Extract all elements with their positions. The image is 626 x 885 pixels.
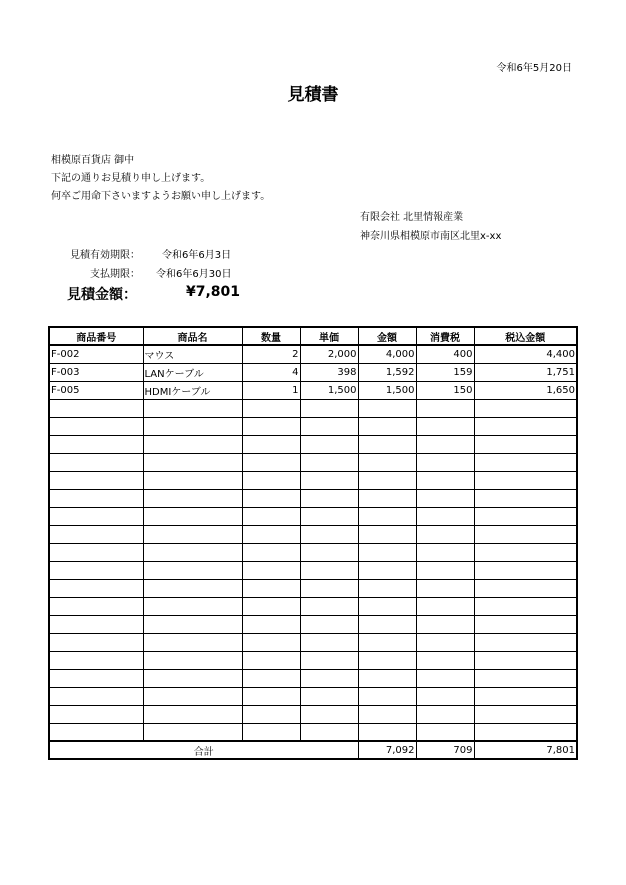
empty-cell bbox=[242, 687, 300, 705]
empty-cell bbox=[242, 507, 300, 525]
empty-cell bbox=[143, 435, 242, 453]
header-tax: 消費税 bbox=[416, 327, 474, 345]
footer-total-with-tax: 7,801 bbox=[474, 741, 577, 759]
empty-cell bbox=[242, 723, 300, 741]
message-line-2: 何卒ご用命下さいますようお願い申し上げます。 bbox=[51, 191, 271, 202]
empty-table-row bbox=[49, 669, 577, 687]
empty-table-row bbox=[49, 543, 577, 561]
empty-cell bbox=[300, 507, 358, 525]
empty-cell bbox=[49, 417, 143, 435]
empty-table-row bbox=[49, 417, 577, 435]
empty-cell bbox=[49, 579, 143, 597]
cell-tax: 150 bbox=[416, 381, 474, 399]
empty-cell bbox=[358, 705, 416, 723]
empty-cell bbox=[416, 579, 474, 597]
empty-cell bbox=[300, 723, 358, 741]
cell-quantity: 1 bbox=[242, 381, 300, 399]
empty-cell bbox=[242, 489, 300, 507]
empty-cell bbox=[416, 633, 474, 651]
header-product-code: 商品番号 bbox=[49, 327, 143, 345]
table-row bbox=[49, 381, 577, 399]
empty-cell bbox=[242, 417, 300, 435]
empty-cell bbox=[358, 723, 416, 741]
empty-cell bbox=[416, 705, 474, 723]
empty-cell bbox=[242, 399, 300, 417]
quote-total-value: ¥7,801 bbox=[185, 284, 240, 300]
empty-cell bbox=[358, 615, 416, 633]
empty-cell bbox=[416, 471, 474, 489]
empty-cell bbox=[416, 507, 474, 525]
empty-cell bbox=[358, 597, 416, 615]
empty-cell bbox=[416, 615, 474, 633]
empty-cell bbox=[474, 579, 577, 597]
empty-table-row bbox=[49, 615, 577, 633]
cell-unit-price: 398 bbox=[300, 363, 358, 381]
empty-table-row bbox=[49, 435, 577, 453]
company-name: 有限会社 北里情報産業 bbox=[360, 212, 464, 223]
empty-cell bbox=[474, 417, 577, 435]
cell-tax: 159 bbox=[416, 363, 474, 381]
header-quantity: 数量 bbox=[242, 327, 300, 345]
empty-cell bbox=[474, 435, 577, 453]
message-line-1: 下記の通りお見積り申し上げます。 bbox=[51, 173, 211, 184]
payment-due-value: 令和6年6月30日 bbox=[156, 269, 232, 280]
empty-cell bbox=[143, 705, 242, 723]
empty-table-row bbox=[49, 525, 577, 543]
document-date: 令和6年5月20日 bbox=[496, 63, 572, 74]
table-footer-row bbox=[49, 741, 577, 759]
header-amount: 金額 bbox=[358, 327, 416, 345]
empty-cell bbox=[474, 651, 577, 669]
empty-cell bbox=[416, 489, 474, 507]
empty-cell bbox=[416, 399, 474, 417]
valid-until-label: 見積有効期限： bbox=[70, 250, 140, 261]
document-title: 見積書 bbox=[287, 85, 339, 105]
empty-cell bbox=[300, 579, 358, 597]
empty-cell bbox=[143, 489, 242, 507]
empty-cell bbox=[474, 525, 577, 543]
empty-cell bbox=[358, 507, 416, 525]
empty-cell bbox=[49, 435, 143, 453]
empty-cell bbox=[300, 435, 358, 453]
empty-cell bbox=[300, 705, 358, 723]
empty-cell bbox=[474, 489, 577, 507]
empty-cell bbox=[416, 435, 474, 453]
empty-cell bbox=[416, 525, 474, 543]
empty-cell bbox=[143, 525, 242, 543]
company-address: 神奈川県相模原市南区北里x-xx bbox=[360, 231, 502, 242]
empty-cell bbox=[474, 705, 577, 723]
empty-cell bbox=[300, 399, 358, 417]
empty-cell bbox=[242, 453, 300, 471]
empty-cell bbox=[474, 507, 577, 525]
cell-product-code: F-002 bbox=[49, 345, 143, 363]
empty-cell bbox=[358, 651, 416, 669]
empty-cell bbox=[143, 471, 242, 489]
empty-cell bbox=[143, 417, 242, 435]
table-row bbox=[49, 363, 577, 381]
empty-table-row bbox=[49, 507, 577, 525]
cell-product-code: F-005 bbox=[49, 381, 143, 399]
customer-name: 相模原百貨店 御中 bbox=[51, 155, 135, 166]
quote-table bbox=[48, 326, 578, 760]
empty-cell bbox=[49, 669, 143, 687]
empty-cell bbox=[416, 669, 474, 687]
footer-tax: 709 bbox=[416, 741, 474, 759]
empty-cell bbox=[242, 435, 300, 453]
empty-cell bbox=[143, 399, 242, 417]
empty-cell bbox=[49, 615, 143, 633]
empty-cell bbox=[242, 633, 300, 651]
empty-cell bbox=[143, 633, 242, 651]
empty-cell bbox=[300, 687, 358, 705]
empty-cell bbox=[49, 453, 143, 471]
empty-cell bbox=[49, 705, 143, 723]
empty-cell bbox=[242, 651, 300, 669]
empty-cell bbox=[300, 597, 358, 615]
footer-amount: 7,092 bbox=[358, 741, 416, 759]
empty-cell bbox=[300, 471, 358, 489]
empty-cell bbox=[49, 687, 143, 705]
empty-cell bbox=[143, 669, 242, 687]
cell-total-with-tax: 1,650 bbox=[474, 381, 577, 399]
cell-product-code: F-003 bbox=[49, 363, 143, 381]
empty-cell bbox=[358, 687, 416, 705]
empty-cell bbox=[49, 633, 143, 651]
cell-unit-price: 1,500 bbox=[300, 381, 358, 399]
cell-total-with-tax: 1,751 bbox=[474, 363, 577, 381]
empty-cell bbox=[300, 669, 358, 687]
header-product-name: 商品名 bbox=[143, 327, 242, 345]
empty-table-row bbox=[49, 489, 577, 507]
empty-cell bbox=[416, 651, 474, 669]
empty-cell bbox=[358, 561, 416, 579]
empty-cell bbox=[300, 561, 358, 579]
empty-cell bbox=[416, 723, 474, 741]
empty-cell bbox=[474, 615, 577, 633]
empty-cell bbox=[49, 399, 143, 417]
empty-cell bbox=[300, 651, 358, 669]
empty-cell bbox=[474, 453, 577, 471]
cell-amount: 1,500 bbox=[358, 381, 416, 399]
valid-until-value: 令和6年6月3日 bbox=[162, 250, 232, 261]
empty-cell bbox=[474, 471, 577, 489]
empty-cell bbox=[358, 471, 416, 489]
empty-cell bbox=[242, 669, 300, 687]
cell-unit-price: 2,000 bbox=[300, 345, 358, 363]
cell-quantity: 4 bbox=[242, 363, 300, 381]
empty-table-row bbox=[49, 399, 577, 417]
empty-table-row bbox=[49, 561, 577, 579]
empty-cell bbox=[474, 633, 577, 651]
empty-cell bbox=[242, 597, 300, 615]
empty-cell bbox=[143, 687, 242, 705]
empty-cell bbox=[49, 561, 143, 579]
empty-cell bbox=[300, 543, 358, 561]
empty-table-row bbox=[49, 651, 577, 669]
empty-cell bbox=[300, 453, 358, 471]
empty-table-row bbox=[49, 723, 577, 741]
empty-cell bbox=[143, 543, 242, 561]
empty-cell bbox=[358, 669, 416, 687]
empty-cell bbox=[358, 525, 416, 543]
empty-cell bbox=[358, 489, 416, 507]
table-row bbox=[49, 345, 577, 363]
cell-total-with-tax: 4,400 bbox=[474, 345, 577, 363]
empty-table-row bbox=[49, 633, 577, 651]
empty-cell bbox=[358, 453, 416, 471]
empty-cell bbox=[358, 417, 416, 435]
empty-cell bbox=[474, 723, 577, 741]
empty-cell bbox=[143, 651, 242, 669]
empty-cell bbox=[416, 453, 474, 471]
empty-cell bbox=[143, 579, 242, 597]
empty-cell bbox=[300, 417, 358, 435]
empty-cell bbox=[242, 579, 300, 597]
empty-cell bbox=[242, 705, 300, 723]
empty-cell bbox=[416, 597, 474, 615]
empty-cell bbox=[49, 651, 143, 669]
empty-cell bbox=[242, 471, 300, 489]
empty-cell bbox=[300, 615, 358, 633]
empty-table-row bbox=[49, 453, 577, 471]
empty-cell bbox=[242, 615, 300, 633]
empty-cell bbox=[474, 543, 577, 561]
empty-cell bbox=[358, 435, 416, 453]
empty-cell bbox=[416, 417, 474, 435]
empty-cell bbox=[416, 687, 474, 705]
empty-cell bbox=[49, 597, 143, 615]
empty-cell bbox=[358, 633, 416, 651]
cell-amount: 4,000 bbox=[358, 345, 416, 363]
empty-cell bbox=[416, 543, 474, 561]
empty-cell bbox=[474, 597, 577, 615]
empty-cell bbox=[49, 723, 143, 741]
empty-cell bbox=[300, 489, 358, 507]
empty-table-row bbox=[49, 471, 577, 489]
empty-cell bbox=[49, 489, 143, 507]
empty-cell bbox=[300, 525, 358, 543]
cell-product-name: HDMIケーブル bbox=[143, 381, 242, 399]
empty-cell bbox=[416, 561, 474, 579]
empty-cell bbox=[143, 597, 242, 615]
cell-amount: 1,592 bbox=[358, 363, 416, 381]
empty-cell bbox=[474, 399, 577, 417]
table-header-row bbox=[49, 327, 577, 345]
empty-cell bbox=[143, 507, 242, 525]
empty-cell bbox=[49, 471, 143, 489]
cell-product-name: マウス bbox=[143, 345, 242, 363]
empty-table-row bbox=[49, 705, 577, 723]
cell-product-name: LANケーブル bbox=[143, 363, 242, 381]
empty-cell bbox=[49, 543, 143, 561]
cell-quantity: 2 bbox=[242, 345, 300, 363]
empty-cell bbox=[358, 399, 416, 417]
header-total-with-tax: 税込金額 bbox=[474, 327, 577, 345]
empty-cell bbox=[242, 543, 300, 561]
payment-due-label: 支払期限： bbox=[90, 269, 140, 280]
empty-cell bbox=[242, 561, 300, 579]
empty-cell bbox=[358, 543, 416, 561]
footer-total-label: 合計 bbox=[49, 741, 358, 759]
empty-table-row bbox=[49, 579, 577, 597]
cell-tax: 400 bbox=[416, 345, 474, 363]
header-unit-price: 単価 bbox=[300, 327, 358, 345]
empty-cell bbox=[300, 633, 358, 651]
empty-cell bbox=[358, 579, 416, 597]
empty-table-row bbox=[49, 597, 577, 615]
empty-cell bbox=[474, 687, 577, 705]
empty-cell bbox=[143, 561, 242, 579]
empty-cell bbox=[49, 507, 143, 525]
empty-cell bbox=[143, 723, 242, 741]
empty-cell bbox=[474, 561, 577, 579]
empty-cell bbox=[143, 453, 242, 471]
empty-cell bbox=[474, 669, 577, 687]
empty-cell bbox=[242, 525, 300, 543]
quote-total-label: 見積金額： bbox=[67, 287, 137, 303]
empty-table-row bbox=[49, 687, 577, 705]
empty-cell bbox=[143, 615, 242, 633]
empty-cell bbox=[49, 525, 143, 543]
